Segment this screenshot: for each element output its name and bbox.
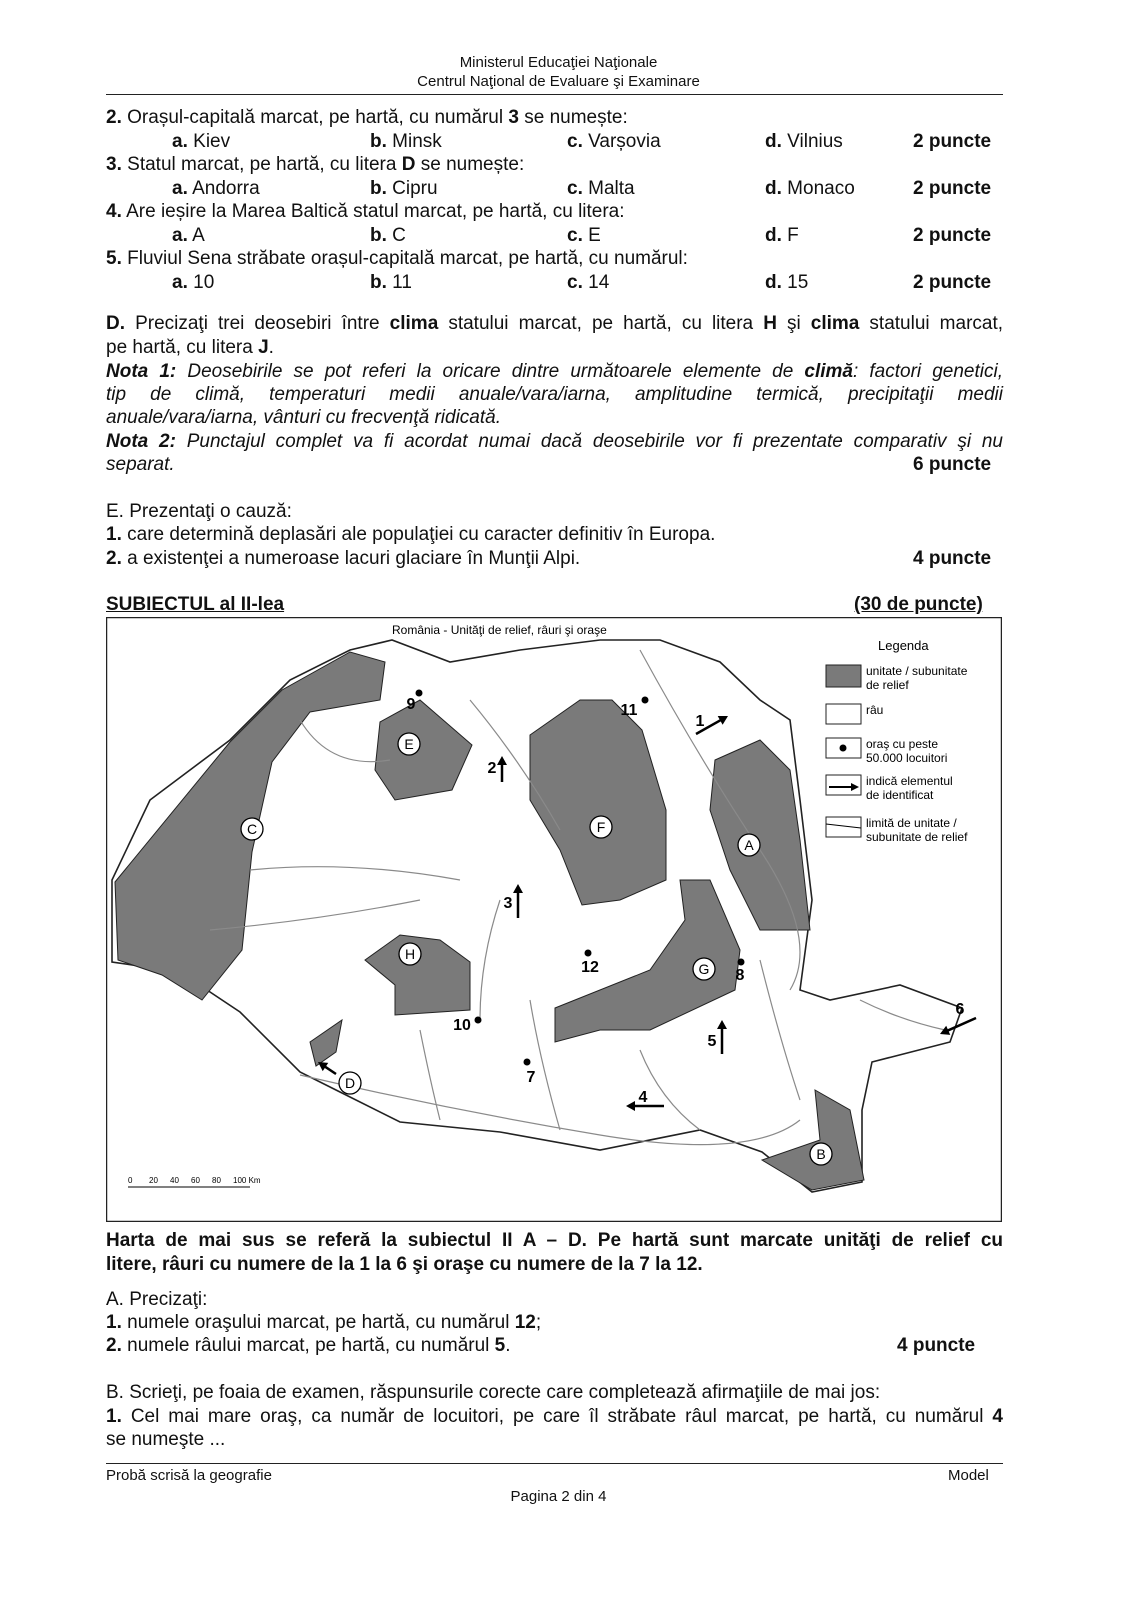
svg-text:oraş cu peste: oraş cu peste xyxy=(866,737,939,751)
section-b-item-1-line1: 1. Cel mai mare oraş, ca număr de locuitori, pe care îl străbate râul marcat, pe hartă, cu numărul 4 xyxy=(106,1406,1003,1427)
map-caption-line1: Harta de mai sus se referă la subiectul II A – D. Pe hartă sunt marcate unităţi de relief cu xyxy=(106,1230,1003,1251)
header-divider xyxy=(106,94,1003,95)
nota1-line2: tip de climă, temperaturi medii anuale/vara/iarna, amplitudine termică, precipitaţii medii xyxy=(106,384,1003,405)
svg-text:indică elementul: indică elementul xyxy=(866,774,953,788)
section-d-line2: pe hartă, cu litera J. xyxy=(106,337,274,358)
svg-text:de relief: de relief xyxy=(866,678,909,692)
city-dot-12 xyxy=(585,950,592,957)
svg-text:C: C xyxy=(246,821,258,837)
answer-option: c. Malta xyxy=(567,178,635,199)
relief-label-c xyxy=(241,818,263,840)
section-b-item-1-line2: se numeşte ... xyxy=(106,1429,226,1450)
section-d-line1: D. Precizaţi trei deosebiri între clima statului marcat, pe hartă, cu litera H şi clima statului marcat, xyxy=(106,313,1004,334)
romania-relief-map xyxy=(106,617,1002,1222)
city-number-8: 8 xyxy=(735,967,745,984)
footer-page-number: Pagina 2 din 4 xyxy=(510,1488,607,1505)
svg-text:A: A xyxy=(744,837,754,853)
section-b-intro: B. Scrieţi, pe foaia de examen, răspunsurile corecte care completează afirmaţiile de mai jos: xyxy=(106,1382,881,1403)
section-a-item-2: 2. numele râului marcat, pe hartă, cu numărul 5. xyxy=(106,1335,511,1356)
river-number-3: 3 xyxy=(503,895,513,912)
answer-option: b. Cipru xyxy=(370,178,438,199)
question-4: 4. Are ieșire la Marea Baltică statul marcat, pe hartă, cu litera: xyxy=(106,201,625,222)
question-2: 2. Orașul-capitală marcat, pe hartă, cu numărul 3 se numește: xyxy=(106,107,628,128)
answer-option: c. Varșovia xyxy=(567,131,661,152)
river-number-6: 6 xyxy=(955,1001,965,1018)
question-3: 3. Statul marcat, pe hartă, cu litera D se numește: xyxy=(106,154,525,175)
question-points: 2 puncte xyxy=(913,272,992,293)
river-number-4: 4 xyxy=(638,1089,648,1106)
header-ministry: Ministerul Educaţiei Naţionale xyxy=(459,54,658,71)
question-points: 2 puncte xyxy=(913,225,992,246)
nota1-line3: anuale/vara/iarna, vânturi cu frecvenţă ridicată. xyxy=(106,407,501,428)
city-number-12: 12 xyxy=(581,959,599,976)
subject-2-points: (30 de puncte) xyxy=(854,594,983,615)
city-dot-9 xyxy=(416,690,423,697)
nota2-line2: separat. xyxy=(106,454,175,475)
city-number-10: 10 xyxy=(453,1017,471,1034)
answer-option: b. C xyxy=(370,225,406,246)
answer-option: a. Kiev xyxy=(172,131,231,152)
city-number-11: 11 xyxy=(620,702,638,719)
answer-option: d. Monaco xyxy=(765,178,855,199)
legend-title: Legenda xyxy=(878,638,929,653)
svg-text:0: 0 xyxy=(128,1176,133,1185)
section-e-item-2: 2. a existenţei a numeroase lacuri glaciare în Munţii Alpi. xyxy=(106,548,581,569)
river-number-1: 1 xyxy=(695,713,705,730)
answer-option: a. A xyxy=(172,225,205,246)
answer-option: d. F xyxy=(765,225,799,246)
city-number-9: 9 xyxy=(406,696,416,713)
relief-label-d xyxy=(339,1072,361,1094)
relief-label-a xyxy=(738,834,760,856)
map-title: România - Unităţi de relief, râuri şi oraşe xyxy=(392,623,607,637)
svg-text:subunitate de relief: subunitate de relief xyxy=(866,830,968,844)
relief-label-g xyxy=(693,958,715,980)
svg-text:50.000 locuitori: 50.000 locuitori xyxy=(866,751,948,765)
relief-label-b xyxy=(810,1143,832,1165)
section-e-intro: E. Prezentaţi o cauză: xyxy=(106,501,292,522)
section-d-points: 6 puncte xyxy=(913,454,992,475)
relief-label-f xyxy=(590,816,612,838)
question-5: 5. Fluviul Sena străbate orașul-capitală marcat, pe hartă, cu numărul: xyxy=(106,248,688,269)
svg-text:de identificat: de identificat xyxy=(866,788,934,802)
section-e-points: 4 puncte xyxy=(913,548,992,569)
question-points: 2 puncte xyxy=(913,178,992,199)
svg-text:100 Km: 100 Km xyxy=(233,1176,261,1185)
svg-text:D: D xyxy=(344,1075,356,1091)
section-a-intro: A. Precizaţi: xyxy=(106,1289,208,1310)
nota1-line1: Nota 1: Deosebirile se pot referi la oricare dintre următoarele elemente de climă: factori genetici, xyxy=(106,361,1003,382)
svg-text:B: B xyxy=(816,1146,826,1162)
svg-text:râu: râu xyxy=(866,703,884,717)
relief-label-h xyxy=(399,943,421,965)
answer-option: a. 10 xyxy=(172,272,215,293)
svg-text:E: E xyxy=(404,736,414,752)
header-center: Centrul Naţional de Evaluare şi Examinare xyxy=(417,73,700,90)
svg-text:60: 60 xyxy=(191,1176,200,1185)
answer-option: c. E xyxy=(567,225,601,246)
city-dot-10 xyxy=(475,1017,482,1024)
nota2-line1: Nota 2: Punctajul complet va fi acordat numai dacă deosebirile vor fi prezentate comparativ şi nu xyxy=(106,431,1003,452)
river-number-2: 2 xyxy=(487,760,497,777)
svg-text:unitate / subunitate: unitate / subunitate xyxy=(866,664,968,678)
answer-option: d. Vilnius xyxy=(765,131,843,152)
city-dot-11 xyxy=(642,697,649,704)
section-e-item-1: 1. care determină deplasări ale populaţiei cu caracter definitiv în Europa. xyxy=(106,524,716,545)
relief-label-e xyxy=(398,733,420,755)
footer-divider xyxy=(106,1463,1003,1464)
river-number-5: 5 xyxy=(707,1033,717,1050)
answer-option: b. 11 xyxy=(370,272,412,293)
svg-text:limită de unitate /: limită de unitate / xyxy=(866,816,957,830)
svg-text:F: F xyxy=(596,819,606,835)
svg-text:40: 40 xyxy=(170,1176,179,1185)
city-number-7: 7 xyxy=(526,1069,536,1086)
city-dot-7 xyxy=(524,1059,531,1066)
answer-option: c. 14 xyxy=(567,272,610,293)
footer-model: Model xyxy=(948,1467,989,1484)
svg-text:20: 20 xyxy=(149,1176,158,1185)
city-dot-8 xyxy=(738,959,745,966)
map-caption-line2: litere, râuri cu numere de la 1 la 6 şi oraşe cu numere de la 7 la 12. xyxy=(106,1254,703,1275)
subject-2-title: SUBIECTUL al II-lea xyxy=(106,594,285,615)
answer-option: b. Minsk xyxy=(370,131,442,152)
answer-option: a. Andorra xyxy=(172,178,260,199)
svg-text:80: 80 xyxy=(212,1176,221,1185)
answer-option: d. 15 xyxy=(765,272,809,293)
svg-text:G: G xyxy=(698,961,710,977)
svg-text:H: H xyxy=(404,946,416,962)
section-a-item-1: 1. numele oraşului marcat, pe hartă, cu numărul 12; xyxy=(106,1312,542,1333)
section-a-points: 4 puncte xyxy=(897,1335,976,1356)
question-points: 2 puncte xyxy=(913,131,992,152)
footer-subject: Probă scrisă la geografie xyxy=(106,1467,272,1484)
